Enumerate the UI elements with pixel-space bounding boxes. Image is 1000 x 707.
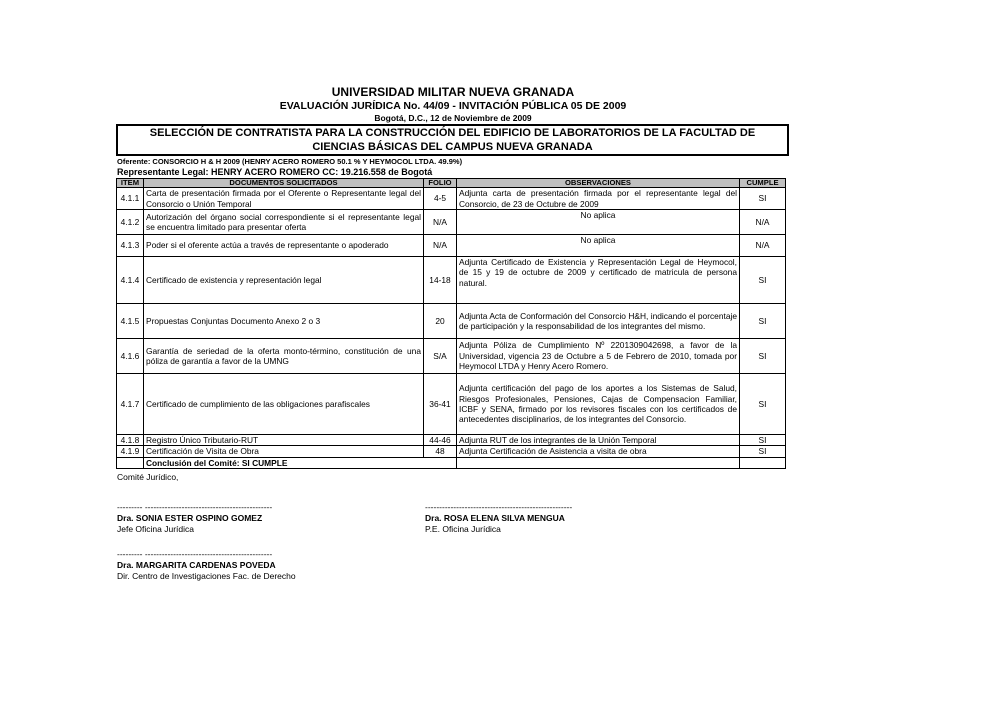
row-cumple: SI: [740, 257, 786, 304]
row-folio: 20: [424, 304, 457, 339]
row-document: Propuestas Conjuntas Documento Anexo 2 o 3: [144, 304, 424, 339]
row-observation: Adjunta Certificación de Asistencia a visita de obra: [457, 446, 740, 457]
col-header-documents: DOCUMENTOS SOLICITADOS: [144, 179, 424, 188]
col-header-cumple: CUMPLE: [740, 179, 786, 188]
row-cumple: SI: [740, 188, 786, 210]
selection-title-line2: CIENCIAS BÁSICAS DEL CAMPUS NUEVA GRANADA: [312, 141, 593, 153]
row-cumple: SI: [740, 446, 786, 457]
table-row: [117, 188, 786, 210]
oferente-line: Oferente: CONSORCIO H & H 2009 (HENRY ACERO ROMERO 50.1 % Y HEYMOCOL LTDA. 49.9%): [117, 157, 463, 166]
row-folio: S/A: [424, 339, 457, 374]
row-document: Registro Único Tributario-RUT: [144, 435, 424, 446]
signature-block-2: [425, 502, 572, 535]
signer-role: Jefe Oficina Jurídica: [117, 524, 195, 534]
table-row: [117, 304, 786, 339]
signature-line: ----------------------------------------------------: [425, 502, 573, 512]
selection-title-box: [116, 124, 789, 156]
table-row: [117, 435, 786, 446]
table-row: [117, 339, 786, 374]
conclusion-spacer: [457, 457, 740, 468]
row-cumple: N/A: [740, 210, 786, 235]
row-item: 4.1.9: [117, 446, 144, 457]
table-header-row: [117, 179, 786, 188]
col-header-item: ITEM: [117, 179, 144, 188]
row-folio: 14-18: [424, 257, 457, 304]
committee-label: Comité Jurídico,: [117, 472, 179, 482]
row-cumple: SI: [740, 339, 786, 374]
row-item: 4.1.5: [117, 304, 144, 339]
conclusion-spacer: [117, 457, 144, 468]
signature-block-3: [117, 549, 296, 582]
row-folio: N/A: [424, 210, 457, 235]
table-row: [117, 374, 786, 435]
row-item: 4.1.1: [117, 188, 144, 210]
row-folio: 36-41: [424, 374, 457, 435]
committee-conclusion: Conclusión del Comité: SI CUMPLE: [144, 457, 457, 468]
table-row: [117, 446, 786, 457]
row-item: 4.1.7: [117, 374, 144, 435]
legal-representative-line: Representante Legal: HENRY ACERO ROMERO CC: 19.216.558 de Bogotá: [117, 167, 433, 177]
row-observation: Adjunta certificación del pago de los aportes a los Sistemas de Salud, Riesgos Profesionales, Pensiones, Cajas de Compensacion Familiar, ICBF y SENA, firmado por los revisores fiscales con los certificados de antecedentes disciplinarios, de los integrantes del Consorcio.: [457, 374, 740, 435]
conclusion-spacer: [740, 457, 786, 468]
university-title: UNIVERSIDAD MILITAR NUEVA GRANADA: [331, 85, 575, 99]
row-observation: No aplica: [457, 235, 740, 257]
col-header-observations: OBSERVACIONES: [457, 179, 740, 188]
row-item: 4.1.2: [117, 210, 144, 235]
row-item: 4.1.6: [117, 339, 144, 374]
requirements-table: [116, 178, 786, 469]
row-item: 4.1.8: [117, 435, 144, 446]
col-header-folio: FOLIO: [424, 179, 457, 188]
signature-block-1: [117, 502, 272, 535]
row-observation: Adjunta RUT de los integrantes de la Unión Temporal: [457, 435, 740, 446]
row-item: 4.1.3: [117, 235, 144, 257]
row-cumple: SI: [740, 374, 786, 435]
row-cumple: N/A: [740, 235, 786, 257]
row-folio: 48: [424, 446, 457, 457]
signature-line: --------- ---------------------------------------------: [117, 549, 273, 559]
row-observation: Adjunta Certificado de Existencia y Representación Legal de Heymocol, de 15 y 19 de octubre de 2009 y certificado de matricula de persona natural.: [457, 257, 740, 304]
row-folio: 44-46: [424, 435, 457, 446]
row-cumple: SI: [740, 435, 786, 446]
row-folio: N/A: [424, 235, 457, 257]
signer-name: Dra. MARGARITA CARDENAS POVEDA: [117, 560, 276, 570]
signer-name: Dra. SONIA ESTER OSPINO GOMEZ: [117, 513, 263, 523]
selection-title-line1: SELECCIÓN DE CONTRATISTA PARA LA CONSTRUCCIÓN DEL EDIFICIO DE LABORATORIOS DE LA FACULTAD DE: [149, 127, 756, 139]
row-document: Garantía de seriedad de la oferta monto-término, constitución de una póliza de garantía a favor de la UMNG: [144, 339, 424, 374]
row-folio: 4-5: [424, 188, 457, 210]
conclusion-row: [117, 457, 786, 468]
signer-role: Dir. Centro de Investigaciones Fac. de Derecho: [117, 571, 296, 581]
row-document: Carta de presentación firmada por el Oferente o Representante legal del Consorcio o Unión Temporal: [144, 188, 424, 210]
evaluation-title: EVALUACIÓN JURÍDICA No. 44/09 - INVITACIÓN PÚBLICA 05 DE 2009: [279, 100, 627, 112]
row-document: Certificado de cumplimiento de las obligaciones parafiscales: [144, 374, 424, 435]
row-cumple: SI: [740, 304, 786, 339]
signer-role: P.E. Oficina Jurídica: [425, 524, 501, 534]
document-date: Bogotá, D.C., 12 de Noviembre de 2009: [374, 113, 532, 123]
table-row: [117, 210, 786, 235]
table-row: [117, 257, 786, 304]
row-item: 4.1.4: [117, 257, 144, 304]
row-observation: Adjunta carta de presentación firmada por el representante legal del Consorcio, de 23 de Octubre de 2009: [457, 188, 740, 210]
row-document: Autorización del órgano social correspondiente si el representante legal se encuentra limitado para presentar oferta: [144, 210, 424, 235]
row-observation: Adjunta Acta de Conformación del Consorcio H&H, indicando el porcentaje de participación y la responsabilidad de los integrantes del mismo.: [457, 304, 740, 339]
row-observation: Adjunta Póliza de Cumplimiento Nº 2201309042698, a favor de la Universidad, vigencia 23 de Octubre a 5 de Febrero de 2010, tomada por Heymocol LTDA y Henry Acero Romero.: [457, 339, 740, 374]
row-document: Certificado de existencia y representación legal: [144, 257, 424, 304]
signer-name: Dra. ROSA ELENA SILVA MENGUA: [425, 513, 565, 523]
row-document: Poder si el oferente actúa a través de representante o apoderado: [144, 235, 424, 257]
row-observation: No aplica: [457, 210, 740, 235]
row-document: Certificación de Visita de Obra: [144, 446, 424, 457]
signature-line: --------- ---------------------------------------------: [117, 502, 273, 512]
table-row: [117, 235, 786, 257]
